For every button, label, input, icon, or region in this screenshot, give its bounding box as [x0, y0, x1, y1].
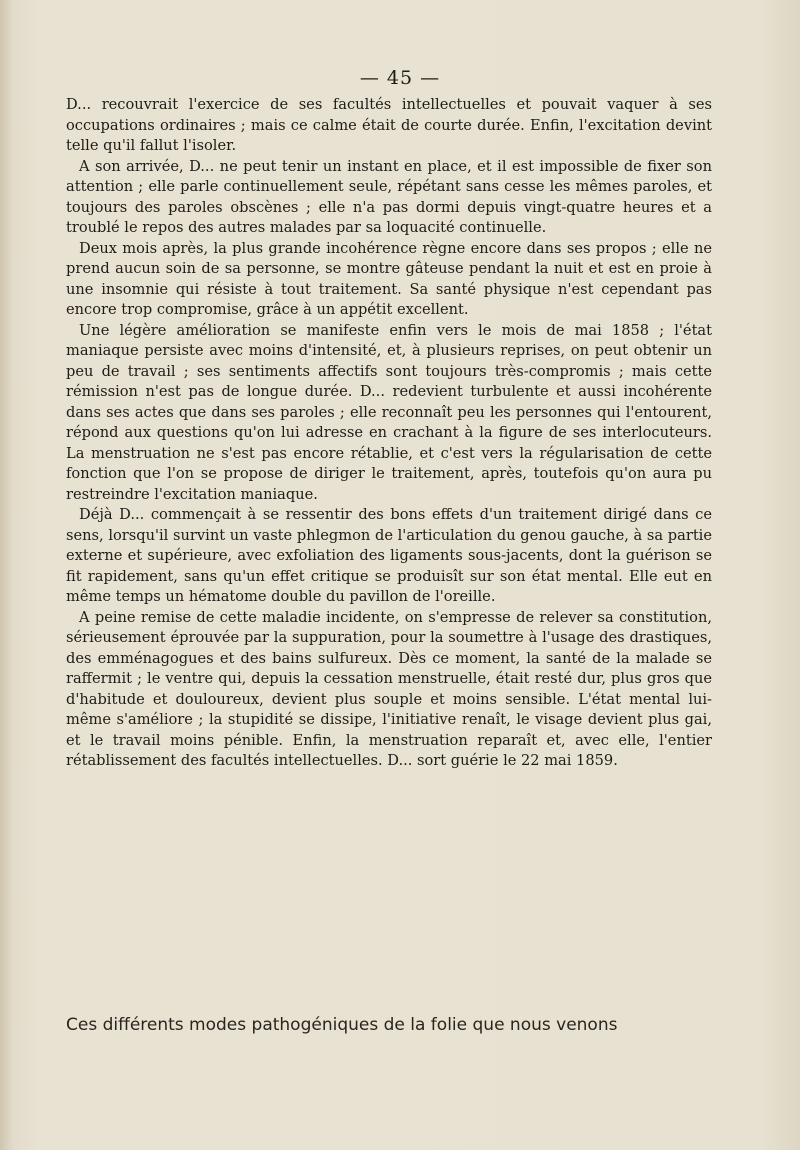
paragraph: D... recouvrait l'exercice de ses facultés intellectuelles et pouvait vaquer à ses occupations ordinaires ; mais ce calme était de courte durée. Enfin, l'excitation devint telle qu'il fallut l'isoler.: [66, 96, 712, 154]
section-closing-line: Ces différents modes pathogéniques de la folie que nous venons: [66, 1015, 618, 1035]
paragraph: A son arrivée, D... ne peut tenir un instant en place, et il est impossible de fixer son attention ; elle parle continuellement seule, répétant sans cesse les mêmes paroles, et toujours des paroles obscènes ; elle n'a pas dormi depuis vingt-quatre heures et a troublé le repos des autres malades par sa loquacité continuelle.: [66, 157, 712, 236]
paragraph: Deux mois après, la plus grande incohérence règne encore dans ses propos ; elle ne prend aucun soin de sa personne, se montre gâteuse pendant la nuit et est en proie à une insomnie qui résiste à tout traitement. Sa santé physique n'est cependant pas encore trop compromise, grâce à un appétit excellent.: [66, 239, 712, 318]
paragraph: Déjà D... commençait à se ressentir des bons effets d'un traitement dirigé dans ce sens, lorsqu'il survint un vaste phlegmon de l'articulation du genou gauche, à sa partie externe et supérieure, avec exfoliation des ligaments sous-jacents, dont la guérison se fit rapidement, sans qu'un effet critique se produisît sur son état mental. Elle eut en même temps un hématome double du pavillon de l'oreille.: [66, 506, 712, 605]
paragraph: Une légère amélioration se manifeste enfin vers le mois de mai 1858 ; l'état maniaque persiste avec moins d'intensité, et, à plusieurs reprises, on peut obtenir un peu de travail ; ses sentiments affectifs sont toujours très-compromis ; mais cette rémission n'est pas de longue durée. D... redevient turbulente et aussi incohérente dans ses actes que dans ses paroles ; elle reconnaît peu les personnes qui l'entourent, répond aux questions qu'on lui adresse en crachant à la figure de ses interlocuteurs. La menstruation ne s'est pas encore rétablie, et c'est vers la régularisation de cette fonction que l'on se propose de diriger le traitement, après, toutefois qu'on aura pu restreindre l'excitation maniaque.: [66, 321, 712, 503]
paragraph: A peine remise de cette maladie incidente, on s'empresse de relever sa constitution, sérieusement éprouvée par la suppuration, pour la soumettre à l'usage des drastiques, des emménagogues et des bains sulfureux. Dès ce moment, la santé de la malade se raffermit ; le ventre qui, depuis la cessation menstruelle, était resté dur, plus gros que d'habitude et douloureux, devient plus souple et moins sensible. L'état mental lui-même s'améliore ; la stupidité se dissipe, l'initiative renaît, le visage devient plus gai, et le travail moins pénible. Enfin, la menstruation reparaît et, avec elle, l'entier rétablissement des facultés intellectuelles. D... sort guérie le 22 mai 1859.: [66, 608, 712, 769]
body-text: [66, 95, 712, 772]
page-number: — 45 —: [359, 67, 441, 89]
